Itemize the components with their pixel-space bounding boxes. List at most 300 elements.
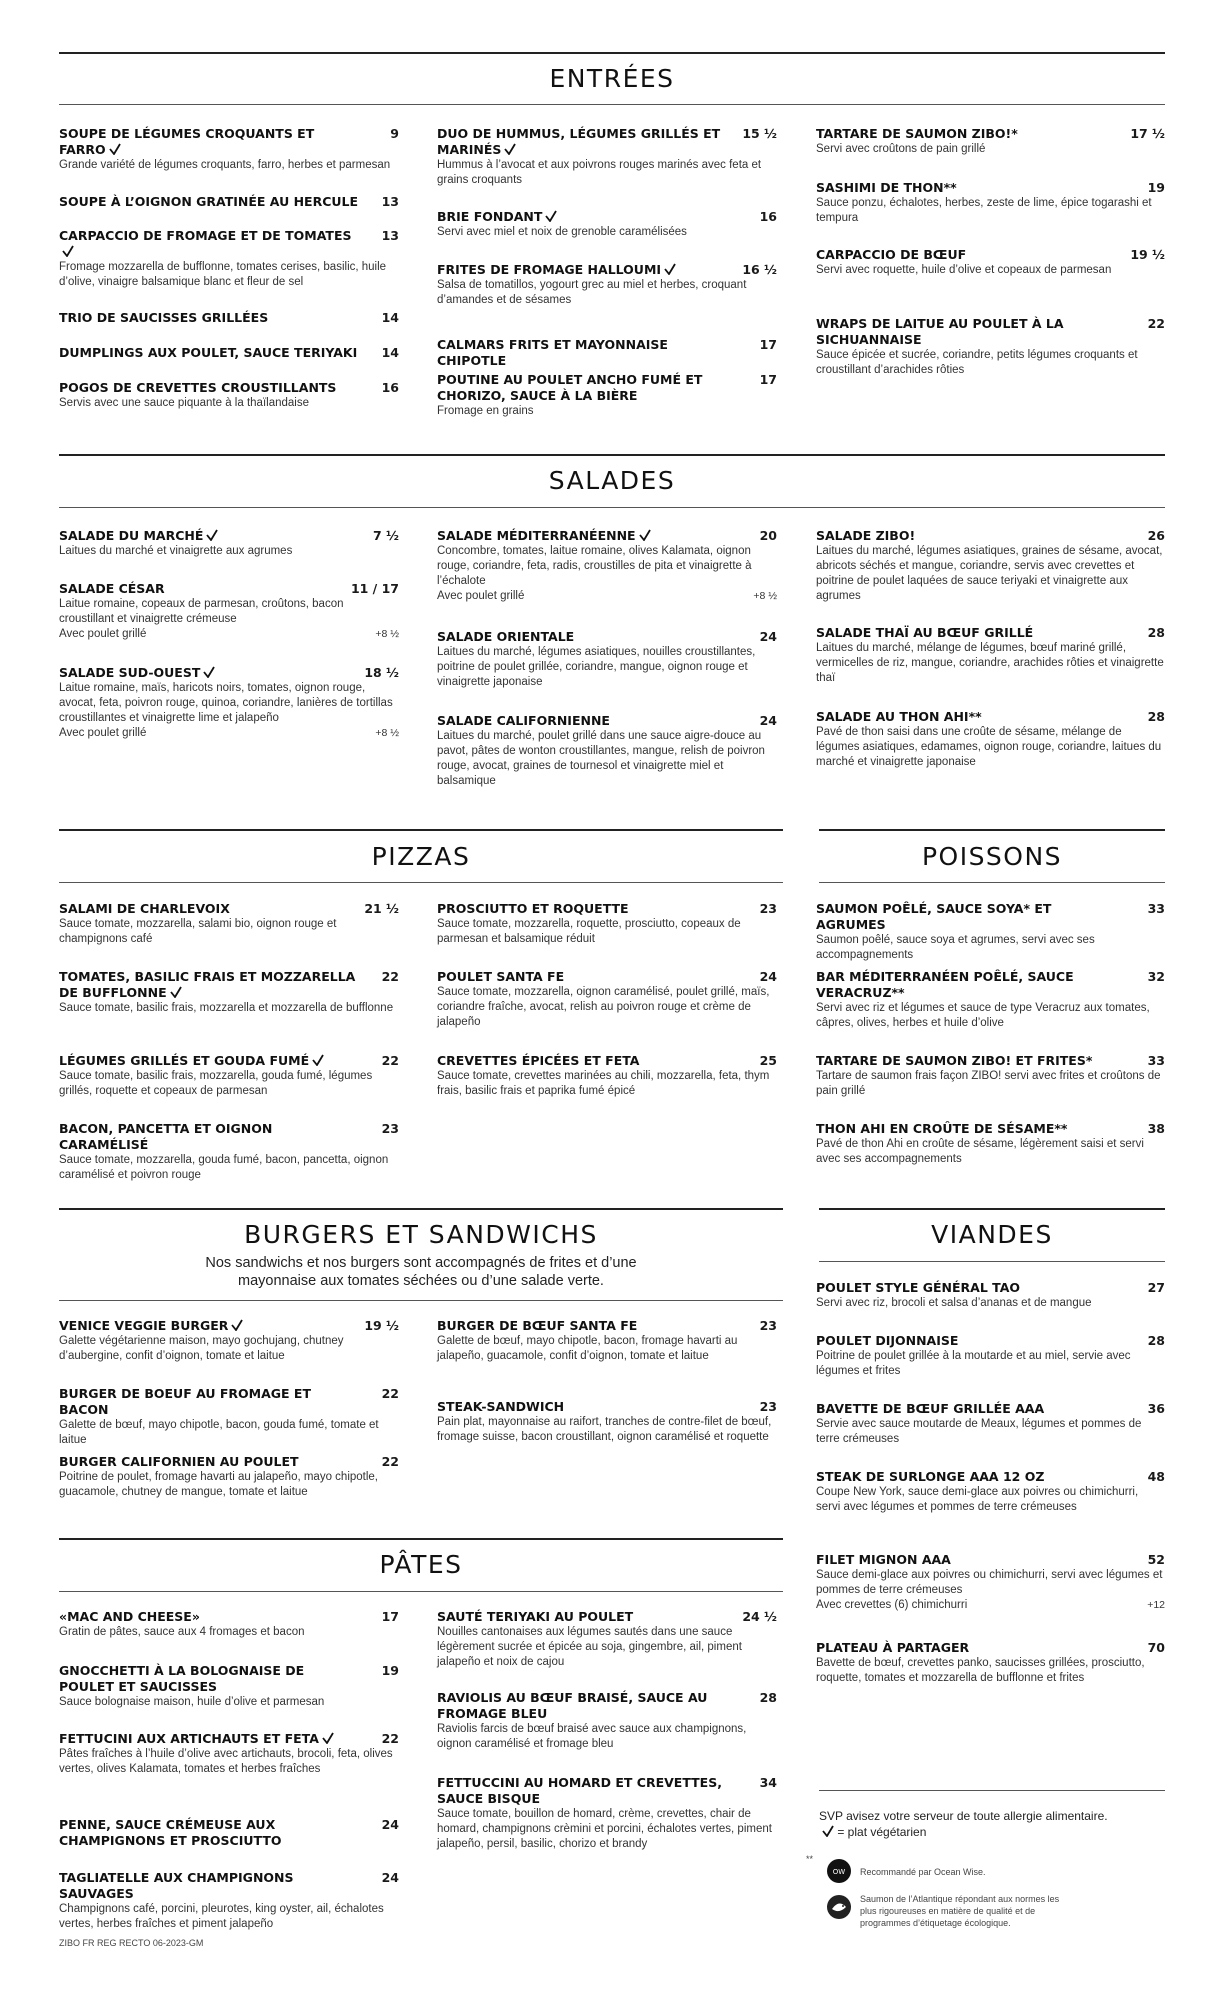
menu-item [59,1870,399,1932]
item-price: 22 [381,1454,399,1469]
item-price: 23 [381,1121,399,1136]
item-extra-price: +8 ½ [753,590,777,602]
veg-leaf-icon [231,1319,243,1331]
item-extra-label: Avec poulet grillé [437,590,525,602]
menu-item [59,1053,399,1099]
item-name [437,1775,777,1807]
item-name-text: FILET MIGNON AAA [816,1552,951,1567]
item-description: Hummus à l’avocat et aux poivrons rouges marinés avec feta et grains croquants [437,159,762,186]
menu-item [437,1053,777,1099]
item-name [59,1870,399,1902]
item-description: Bavette de bœuf, crevettes panko, saucisses grillées, prosciutto, roquette, tomates et mozzarella de bufflonne et frites [816,1657,1145,1684]
veg-leaf-icon [639,529,651,541]
item-name [59,1386,399,1418]
item-price: 15 ½ [742,126,777,141]
item-description: Servie avec sauce moutarde de Meaux, légumes et pommes de terre crémeuses [816,1418,1142,1445]
item-name [59,380,399,396]
poissons-rule [819,882,1165,883]
veg-leaf-icon [322,1732,334,1744]
item-extra [59,726,399,741]
ocean-wise-text: Recommandé par Ocean Wise. [860,1867,986,1877]
item-description: Sauce demi-glace aux poivres ou chimichurri, servi avec légumes et pommes de terre crémeuses [816,1569,1163,1596]
item-price: 9 [390,126,399,141]
menu-item [59,528,399,559]
item-description: Laitue romaine, copeaux de parmesan, croûtons, bacon croustillant et vinaigrette crémeuse [59,598,344,625]
menu-item [816,969,1165,1031]
menu-item [816,1053,1165,1099]
item-name [816,1121,1165,1137]
menu-item [59,228,399,290]
item-name [816,1469,1165,1485]
item-name [59,665,399,681]
item-description: Salsa de tomatillos, yogourt grec au miel et herbes, croquant d’amandes et de sésames [437,279,747,306]
veg-leaf-icon [504,143,516,155]
item-name-text: FRITES DE FROMAGE HALLOUMI [437,262,662,277]
item-price: 11 / 17 [350,581,399,596]
veg-leaf-icon [822,1825,834,1837]
item-name [59,126,399,158]
salades-rule [59,507,1165,508]
item-description: Sauce tomate, basilic frais, mozzarella, gouda fumé, légumes grillés, roquette et copeaux de parmesan [59,1070,373,1097]
menu-item [816,901,1165,963]
item-name-text: TAGLIATELLE AUX CHAMPIGNONS SAUVAGES [59,1870,294,1901]
item-description: Sauce bolognaise maison, huile d’olive et parmesan [59,1696,325,1708]
section-title-salades: SALADES [548,466,676,495]
item-description: Pain plat, mayonnaise au raifort, tranches de contre-filet de bœuf, fromage suisse, bacon croustillant, oignon caramélisé et roquette [437,1416,772,1443]
veg-leaf-icon [170,986,182,998]
item-price: 38 [1147,1121,1165,1136]
item-name-text: SALADE DU MARCHÉ [59,528,204,543]
item-price: 52 [1147,1552,1165,1567]
menu-item [59,1731,399,1777]
menu-item [59,1386,399,1448]
item-price: 19 ½ [364,1318,399,1333]
item-name [816,126,1165,142]
item-description: Fromage mozzarella de bufflonne, tomates cerises, basilic, huile d’olive, vinaigre balsamique blanc et fleur de sel [59,261,387,288]
item-name [816,528,1165,544]
entrees-rule [59,104,1165,105]
atlantic-salmon-text: Saumon de l’Atlantique répondant aux normes les plus rigoureuses en matière de qualité et de programmes d’étiquetage écologique. [860,1894,1060,1928]
item-name [816,1333,1165,1349]
item-name-text: TOMATES, BASILIC FRAIS ET MOZZARELLA DE BUFFLONNE [59,969,356,1000]
item-description: Raviolis farcis de bœuf braisé avec sauce aux champignons, oignon caramélisé et fromage bleu [437,1723,747,1750]
item-name-text: DUMPLINGS AUX POULET, SAUCE TERIYAKI [59,345,358,360]
item-name-text: BAR MÉDITERRANÉEN POÊLÉ, SAUCE VERACRUZ** [816,969,1074,1000]
menu-item [437,126,777,188]
item-name-text: TARTARE DE SAUMON ZIBO!* [816,126,1018,141]
item-description: Servi avec croûtons de pain grillé [816,143,986,155]
item-name [59,1053,399,1069]
item-name [59,969,399,1001]
item-price: 14 [381,310,399,325]
menu-item [59,1817,399,1849]
item-name [816,901,1165,933]
item-extra-price: +8 ½ [375,628,399,640]
pizzas-top-rule [59,829,783,831]
menu-item [816,1640,1165,1686]
item-price: 25 [759,1053,777,1068]
item-price: 33 [1147,1053,1165,1068]
menu-item [437,1690,777,1752]
item-name-text: POULET DIJONNAISE [816,1333,959,1348]
item-name [59,1121,399,1153]
menu-item [59,380,399,411]
veg-leaf-icon [62,245,74,257]
item-price: 13 [381,194,399,209]
item-name-text: DUO DE HUMMUS, LÉGUMES GRILLÉS ET MARINÉS [437,126,721,157]
item-name-text: SAUTÉ TERIYAKI AU POULET [437,1609,634,1624]
footer-code: ZIBO FR REG RECTO 06-2023-GM [59,1938,204,1948]
item-name-text: SASHIMI DE THON** [816,180,957,195]
item-description: Laitues du marché, légumes asiatiques, graines de sésame, avocat, abricots séchés et mangue, coriandre, servis avec crevettes et poitrine de poulet laquées de sauce teriyaki et vinaigrette aux agrumes [816,545,1163,602]
item-name [437,969,777,985]
item-name [437,262,777,278]
item-name-text: SALADE CÉSAR [59,581,165,596]
item-description: Servi avec riz, brocoli et salsa d’ananas et de mangue [816,1297,1092,1309]
item-name-text: POULET STYLE GÉNÉRAL TAO [816,1280,1021,1295]
item-description: Pâtes fraîches à l’huile d’olive avec artichauts, brocoli, feta, olives vertes, olives Kalamata, tomates et herbes fraîches [59,1748,393,1775]
item-description: Laitue romaine, maïs, haricots noirs, tomates, oignon rouge, avocat, feta, poivron rouge, quinoa, coriandre, lanières de tortillas croustillantes et vinaigrette lime et jalapeño [59,682,393,724]
item-name [437,126,777,158]
item-name-text: SALAMI DE CHARLEVOIX [59,901,230,916]
item-extra [437,589,777,604]
menu-item [437,1399,777,1445]
ocean-wise-logo-icon [826,1858,852,1884]
item-description: Servi avec miel et noix de grenoble caramélisées [437,226,687,238]
allergy-note: SVP avisez votre serveur de toute allergie alimentaire. [819,1809,1108,1823]
item-price: 19 [1147,180,1165,195]
item-price: 28 [1147,1333,1165,1348]
item-description: Coupe New York, sauce demi-glace aux poivres ou chimichurri, servi avec légumes et pommes de terre crémeuses [816,1486,1139,1513]
burgers-rule [59,1300,783,1301]
menu-item [59,581,399,642]
menu-item [437,1609,777,1670]
menu-item [59,969,399,1016]
item-name-text: «MAC AND CHEESE» [59,1609,200,1624]
item-name-text: THON AHI EN CROÛTE DE SÉSAME** [816,1121,1068,1136]
item-price: 36 [1147,1401,1165,1416]
item-name-text: BAVETTE DE BŒUF GRILLÉE AAA [816,1401,1045,1416]
eco-salmon-logo-icon [826,1894,852,1920]
item-name-text: TRIO DE SAUCISSES GRILLÉES [59,310,269,325]
item-price: 22 [381,1053,399,1068]
item-description: Laitues du marché, poulet grillé dans une sauce aigre-douce au pavot, pâtes de wonton croustillantes, mangue, relish de poivron rouge, avocat, graines de tournesol et vinaigrette miel et balsamique [437,730,765,787]
item-price: 48 [1147,1469,1165,1484]
item-price: 16 [759,209,777,224]
menu-item [816,180,1165,226]
item-price: 24 [381,1870,399,1885]
menu-item [816,1469,1165,1515]
item-price: 34 [759,1775,777,1790]
item-description: Pavé de thon saisi dans une croûte de sésame, mélange de légumes asiatiques, edamames, oignon rouge, coriandre, laitues du marché et vinaigrette japonaise [816,726,1162,768]
item-description: Servi avec riz et légumes et sauce de type Veracruz aux tomates, câpres, olives, herbes et huile d’olive [816,1002,1150,1029]
top-rule [59,52,1165,54]
viandes-rule [819,1261,1165,1262]
menu-item [437,629,777,690]
item-price: 17 [381,1609,399,1624]
section-title-viandes: VIANDES [931,1220,1053,1249]
item-name-text: CARPACCIO DE FROMAGE ET DE TOMATES [59,228,352,243]
item-description: Sauce tomate, basilic frais, mozzarella et mozzarella de bufflonne [59,1002,394,1014]
item-price: 23 [759,901,777,916]
item-extra-label: Avec poulet grillé [59,628,147,640]
item-price: 17 ½ [1130,126,1165,141]
item-description: Servis avec une sauce piquante à la thaïlandaise [59,397,309,409]
item-name [816,1552,1165,1568]
item-name-text: PENNE, SAUCE CRÉMEUSE AUX CHAMPIGNONS ET PROSCIUTTO [59,1817,282,1848]
item-name [59,1609,399,1625]
menu-item [59,345,399,361]
item-description: Laitues du marché et vinaigrette aux agrumes [59,545,293,557]
item-name-text: SOUPE DE LÉGUMES CROQUANTS ET FARRO [59,126,315,157]
item-description: Sauce tomate, mozzarella, salami bio, oignon rouge et champignons café [59,918,337,945]
item-name-text: GNOCCHETTI À LA BOLOGNAISE DE POULET ET SAUCISSES [59,1663,305,1694]
menu-item [59,126,399,173]
item-name-text: VENICE VEGGIE BURGER [59,1318,229,1333]
menu-item [437,209,777,240]
burgers-subtitle: Nos sandwichs et nos burgers sont accompagnés de frites et d’une mayonnaise aux tomates séchées ou d’une salade verte. [205,1255,637,1289]
item-name [816,1280,1165,1296]
item-name-text: STEAK-SANDWICH [437,1399,565,1414]
menu-item [59,1454,399,1500]
item-name [437,1609,777,1625]
item-name-text: SALADE MÉDITERRANÉENNE [437,528,636,543]
item-name-text: SOUPE À L’OIGNON GRATINÉE AU HERCULE [59,194,359,209]
item-price: 19 ½ [1130,247,1165,262]
item-name-text: BURGER DE BŒUF SANTA FE [437,1318,638,1333]
item-name [59,1454,399,1470]
item-description: Poitrine de poulet, fromage havarti au jalapeño, mayo chipotle, guacamole, chutney de mangue, tomate et laitue [59,1471,379,1498]
item-name-text: BRIE FONDANT [437,209,543,224]
item-description: Champignons café, porcini, pleurotes, king oyster, ail, échalotes vertes, herbes fraîches et piment jalapeño [59,1903,384,1930]
item-description: Sauce tomate, mozzarella, roquette, prosciutto, copeaux de parmesan et balsamique réduit [437,918,741,945]
menu-item [816,247,1165,278]
item-name-text: POULET SANTA FE [437,969,565,984]
section-title-pates: PÂTES [379,1550,463,1579]
item-price: 22 [381,1386,399,1401]
salades-top-rule [59,454,1165,456]
pizzas-rule [59,882,783,883]
item-price: 24 ½ [742,1609,777,1624]
item-description: Tartare de saumon frais façon ZIBO! servi avec frites et croûtons de pain grillé [816,1070,1161,1097]
item-name-text: CALMARS FRITS ET MAYONNAISE CHIPOTLE [437,337,668,368]
item-name-text: SALADE SUD-OUEST [59,665,201,680]
veg-leaf-icon [664,263,676,275]
item-name-text: PLATEAU À PARTAGER [816,1640,970,1655]
item-name [59,528,399,544]
item-name-text: PROSCIUTTO ET ROQUETTE [437,901,629,916]
item-price: 17 [759,337,777,352]
item-price: 70 [1147,1640,1165,1655]
menu-item [59,901,399,947]
item-extra-price: +8 ½ [375,727,399,739]
item-name [59,310,399,326]
item-name [437,209,777,225]
menu-item [437,901,777,947]
item-price: 16 ½ [742,262,777,277]
veg-leaf-icon [545,210,557,222]
poissons-top-rule [819,829,1165,831]
menu-item [816,1121,1165,1167]
item-description: Galette de bœuf, mayo chipotle, bacon, fromage havarti au jalapeño, guacamole, confit d’oignon, tomate et laitue [437,1335,738,1362]
item-price: 23 [759,1399,777,1414]
item-price: 7 ½ [373,528,399,543]
menu-item [437,337,777,369]
menu-item [816,1280,1165,1311]
pates-top-rule [59,1538,783,1540]
item-price: 24 [381,1817,399,1832]
item-name-text: SALADE CALIFORNIENNE [437,713,610,728]
item-name [437,337,777,369]
item-name [816,1401,1165,1417]
menu-item [816,126,1165,157]
item-description: Sauce tomate, bouillon de homard, crème, crevettes, chair de homard, champignons crèmini et porcini, échalotes vertes, piment jalapeño, persil, basilic, chorizo et brandy [437,1808,772,1850]
item-name-text: SALADE THAÏ AU BŒUF GRILLÉ [816,625,1034,640]
item-name [816,247,1165,263]
item-extra-label: Avec poulet grillé [59,727,147,739]
item-name-text: RAVIOLIS AU BŒUF BRAISÉ, SAUCE AU FROMAGE BLEU [437,1690,708,1721]
item-description: Laitues du marché, légumes asiatiques, nouilles croustillantes, poitrine de poulet grillée, coriandre, mangue, oignon rouge et vinaigrette japonaise [437,646,756,688]
item-name [816,709,1165,725]
item-price: 14 [381,345,399,360]
item-name [437,372,777,404]
item-name [816,1053,1165,1069]
item-price: 26 [1147,528,1165,543]
double-star-mark: ** [806,1854,814,1864]
item-description: Servi avec roquette, huile d’olive et copeaux de parmesan [816,264,1112,276]
menu-item [816,709,1165,770]
item-price: 22 [381,969,399,984]
item-name-text: POGOS DE CREVETTES CROUSTILLANTS [59,380,337,395]
item-name [437,1690,777,1722]
item-name-text: FETTUCCINI AU HOMARD ET CREVETTES, SAUCE BISQUE [437,1775,722,1806]
item-name [816,316,1165,348]
item-price: 28 [1147,709,1165,724]
item-name [816,180,1165,196]
menu-item [437,1318,777,1364]
item-extra-price: +12 [1147,1599,1165,1611]
veg-leaf-icon [109,143,121,155]
item-price: 28 [759,1690,777,1705]
item-description: Sauce ponzu, échalotes, herbes, zeste de lime, épice togarashi et tempura [816,197,1152,224]
item-name [59,581,399,597]
veg-leaf-icon [312,1054,324,1066]
item-name [59,194,399,210]
item-price: 22 [1147,316,1165,331]
item-description: Sauce tomate, mozzarella, gouda fumé, bacon, pancetta, oignon caramélisé et poivron rouge [59,1154,389,1181]
item-description: Poitrine de poulet grillée à la moutarde et au miel, servie avec légumes et frites [816,1350,1131,1377]
menu-item [59,1121,399,1183]
item-description: Concombre, tomates, laitue romaine, olives Kalamata, oignon rouge, coriandre, feta, radis, croustilles de pita et vinaigrette à l’échalote [437,545,752,587]
item-name [437,1399,777,1415]
menu-item [816,316,1165,378]
item-price: 23 [759,1318,777,1333]
item-name-text: SAUMON POÊLÉ, SAUCE SOYA* ET AGRUMES [816,901,1052,932]
item-name-text: SALADE ORIENTALE [437,629,575,644]
notes-rule [819,1790,1165,1791]
item-description: Laitues du marché, mélange de légumes, bœuf mariné grillé, vermicelles de riz, mangue, coriandre, arachides rôties et vinaigrette thaï [816,642,1164,684]
veg-legend [819,1824,1165,1840]
menu-item [437,1775,777,1852]
item-name [59,1663,399,1695]
item-name-text: CARPACCIO DE BŒUF [816,247,967,262]
item-price: 27 [1147,1280,1165,1295]
item-name [816,969,1165,1001]
section-title-poissons: POISSONS [921,842,1063,871]
item-description: Galette végétarienne maison, mayo gochujang, chutney d’aubergine, confit d’oignon, tomate et laitue [59,1335,344,1362]
item-name-text: LÉGUMES GRILLÉS ET GOUDA FUMÉ [59,1053,310,1068]
menu-item [437,262,777,308]
veg-leaf-icon [206,529,218,541]
item-price: 24 [759,713,777,728]
item-name-text: POUTINE AU POULET ANCHO FUMÉ ET CHORIZO, SAUCE À LA BIÈRE [437,372,703,403]
item-price: 21 ½ [364,901,399,916]
item-description: Saumon poêlé, sauce soya et agrumes, servi avec ses accompagnements [816,934,1095,961]
item-price: 20 [759,528,777,543]
item-name-text: CREVETTES ÉPICÉES ET FETA [437,1053,640,1068]
item-name [437,528,777,544]
item-name [816,625,1165,641]
section-title-pizzas: PIZZAS [371,842,471,871]
item-name [437,1318,777,1334]
item-description: Pavé de thon Ahi en croûte de sésame, légèrement saisi et servi avec ses accompagnements [816,1138,1144,1165]
veg-legend-text: = plat végétarien [837,1825,927,1839]
menu-item [59,310,399,326]
menu-item [59,1663,399,1710]
item-description: Grande variété de légumes croquants, farro, herbes et parmesan [59,159,391,171]
item-description: Nouilles cantonaises aux légumes sautés dans une sauce légèrement sucrée et épicée au soja, gingembre, ail, piment jalapeño et noix de cajou [437,1626,742,1668]
item-name [816,1640,1165,1656]
pates-rule [59,1591,783,1592]
item-price: 28 [1147,625,1165,640]
item-name [437,629,777,645]
item-extra [59,627,399,642]
item-extra-label: Avec crevettes (6) chimichurri [816,1599,968,1611]
menu-item [816,1401,1165,1447]
item-name-text: SALADE AU THON AHI** [816,709,982,724]
item-description: Sauce tomate, mozzarella, oignon caramélisé, poulet grillé, maïs, coriandre fraîche, avocat, relish au poivron rouge et crème de jalapeño [437,986,770,1028]
menu-item [59,665,399,741]
item-name [59,901,399,917]
item-price: 24 [759,969,777,984]
item-name [437,901,777,917]
item-description: Galette de bœuf, mayo chipotle, bacon, gouda fumé, tomate et laitue [59,1419,379,1446]
item-name-text: FETTUCINI AUX ARTICHAUTS ET FETA [59,1731,319,1746]
item-price: 19 [381,1663,399,1678]
item-name [59,228,399,260]
burgers-top-rule [59,1208,783,1210]
item-name [59,1731,399,1747]
menu-item [816,625,1165,686]
section-title-entrees: ENTRÉES [549,64,675,93]
menu-item [437,713,777,789]
item-name [437,713,777,729]
menu-item [816,1552,1165,1613]
menu-item [59,1318,399,1364]
item-name [437,1053,777,1069]
item-price: 16 [381,380,399,395]
item-price: 17 [759,372,777,387]
item-name-text: STEAK DE SURLONGE AAA 12 OZ [816,1469,1045,1484]
item-description: Sauce tomate, crevettes marinées au chili, mozzarella, feta, thym frais, basilic frais et paprika fumé épicé [437,1070,770,1097]
item-name [59,345,399,361]
section-title-burgers: BURGERS ET SANDWICHS [244,1220,598,1249]
item-price: 22 [381,1731,399,1746]
item-name-text: TARTARE DE SAUMON ZIBO! ET FRITES* [816,1053,1093,1068]
menu-item [816,1333,1165,1379]
menu-item [59,194,399,210]
item-price: 18 ½ [364,665,399,680]
